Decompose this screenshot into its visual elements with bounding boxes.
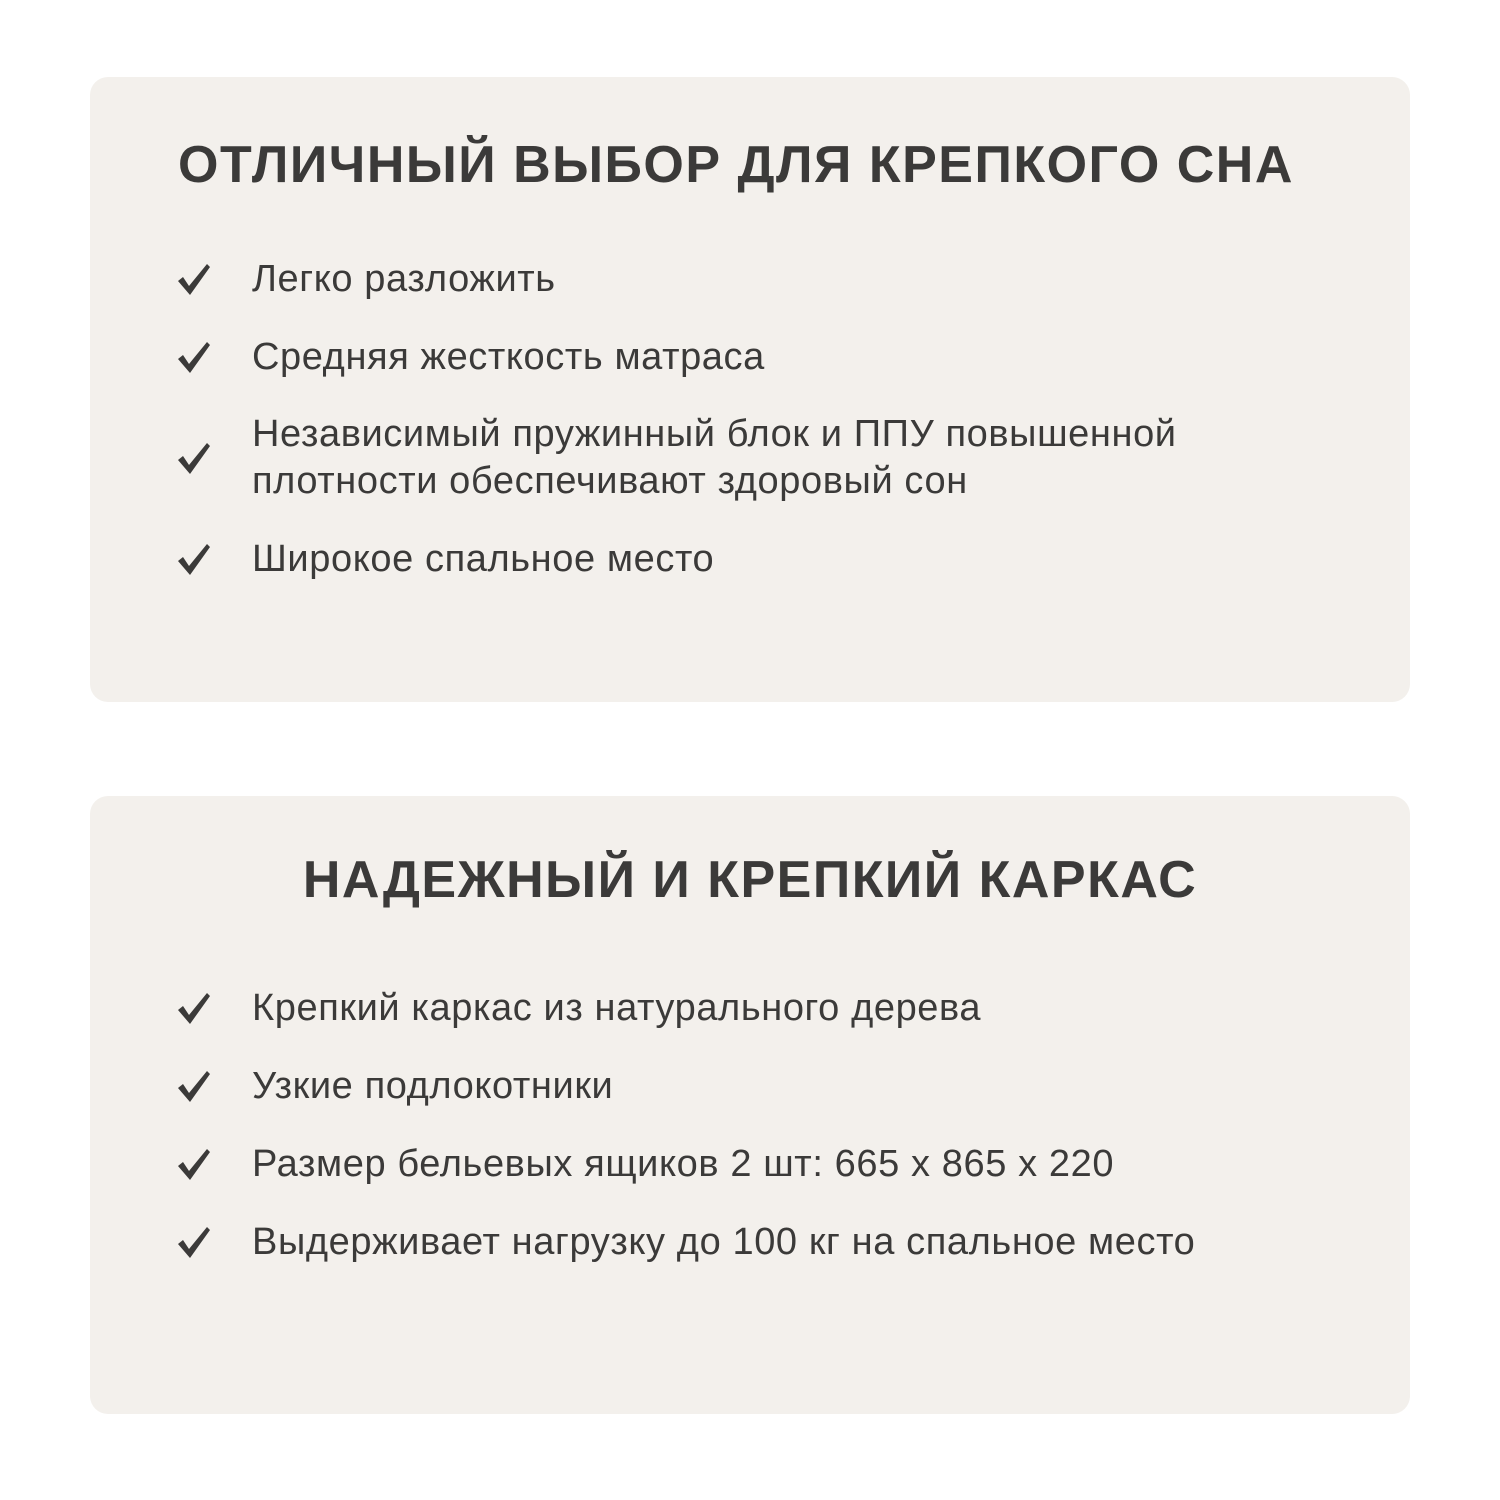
feature-item xyxy=(174,1218,1370,1266)
feature-text: Широкое спальное место xyxy=(252,537,715,580)
check-icon xyxy=(174,1222,214,1262)
check-icon xyxy=(174,337,214,377)
feature-text: Средняя жесткость матраса xyxy=(252,335,765,378)
feature-item xyxy=(174,255,1370,303)
check-icon xyxy=(174,1066,214,1106)
check-icon xyxy=(174,259,214,299)
feature-text: Независимый пружинный блок и ППУ повышенной плотности обеспечивают здоровый сон xyxy=(252,413,1177,502)
feature-item xyxy=(174,1140,1370,1188)
feature-text: Легко разложить xyxy=(252,257,556,300)
feature-card-frame xyxy=(90,796,1410,1414)
feature-item xyxy=(174,984,1370,1032)
feature-item xyxy=(174,1062,1370,1110)
check-icon xyxy=(174,988,214,1028)
feature-text: Выдерживает нагрузку до 100 кг на спальное место xyxy=(252,1220,1196,1263)
feature-item xyxy=(174,535,1370,583)
card-title: НАДЕЖНЫЙ И КРЕПКИЙ КАРКАС xyxy=(302,851,1198,909)
feature-text: Крепкий каркас из натурального дерева xyxy=(252,986,982,1029)
feature-text: Размер бельевых ящиков 2 шт: 665 х 865 х 220 xyxy=(252,1142,1115,1185)
card-title: ОТЛИЧНЫЙ ВЫБОР ДЛЯ КРЕПКОГО СНА xyxy=(178,136,1294,194)
check-icon xyxy=(174,539,214,579)
feature-item xyxy=(174,333,1370,381)
check-icon xyxy=(174,1144,214,1184)
check-icon xyxy=(174,438,214,478)
feature-list xyxy=(174,255,1370,613)
feature-card-sleep xyxy=(90,77,1410,702)
feature-text: Узкие подлокотники xyxy=(252,1064,614,1107)
feature-list xyxy=(174,984,1370,1296)
feature-item xyxy=(174,411,1370,505)
